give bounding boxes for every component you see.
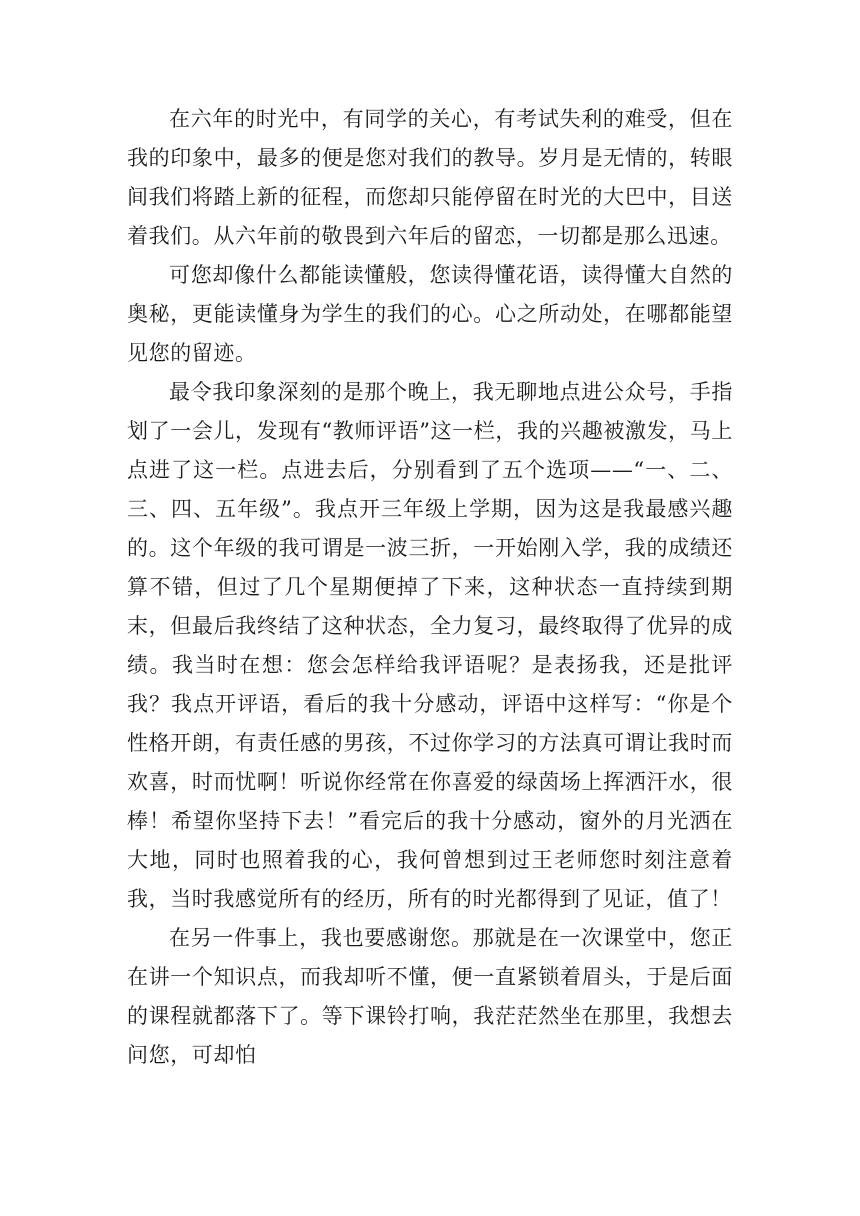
paragraph-1: 在六年的时光中，有同学的关心，有考试失利的难受，但在我的印象中，最多的便是您对我们的教导。岁月是无情的，转眼间我们将踏上新的征程，而您却只能停留在时光的大巴中，目送着我们。从六年前的敬畏到六年后的留恋，一切都是那么迅速。	[127, 107, 733, 248]
paragraph-2: 可您却像什么都能读懂般，您读得懂花语，读得懂大自然的奥秘，更能读懂身为学生的我们的心。心之所动处，在哪都能望见您的留迹。	[127, 263, 733, 365]
paragraph-3: 最令我印象深刻的是那个晚上，我无聊地点进公众号，手指划了一会儿，发现有“教师评语”这一栏，我的兴趣被激发，马上点进了这一栏。点进去后，分别看到了五个选项——“一、二、三、四、五年级”。我点开三年级上学期，因为这是我最感兴趣的。这个年级的我可谓是一波三折，一开始刚入学，我的成绩还算不错，但过了几个星期便掉了下来，这种状态一直持续到期末，但最后我终结了这种状态，全力复习，最终取得了优异的成绩。我当时在想：您会怎样给我评语呢？是表扬我，还是批评我？我点开评语，看后的我十分感动，评语中这样写：“你是个性格开朗，有责任感的男孩，不过你学习的方法真可谓让我时而欢喜，时而忧啊！听说你经常在你喜爱的绿茵场上挥洒汗水，很棒！希望你坚持下去！”看完后的我十分感动，窗外的月光洒在大地，同时也照着我的心，我何曾想到过王老师您时刻注意着我，当时我感觉所有的经历，所有的时光都得到了见证，值了！	[127, 380, 733, 911]
paragraph-4: 在另一件事上，我也要感谢您。那就是在一次课堂中，您正在讲一个知识点，而我却听不懂，便一直紧锁着眉头，于是后面的课程就都落下了。等下课铃打响，我茫茫然坐在那里，我想去问您，可却怕	[127, 926, 733, 1067]
document-body	[127, 100, 733, 1075]
